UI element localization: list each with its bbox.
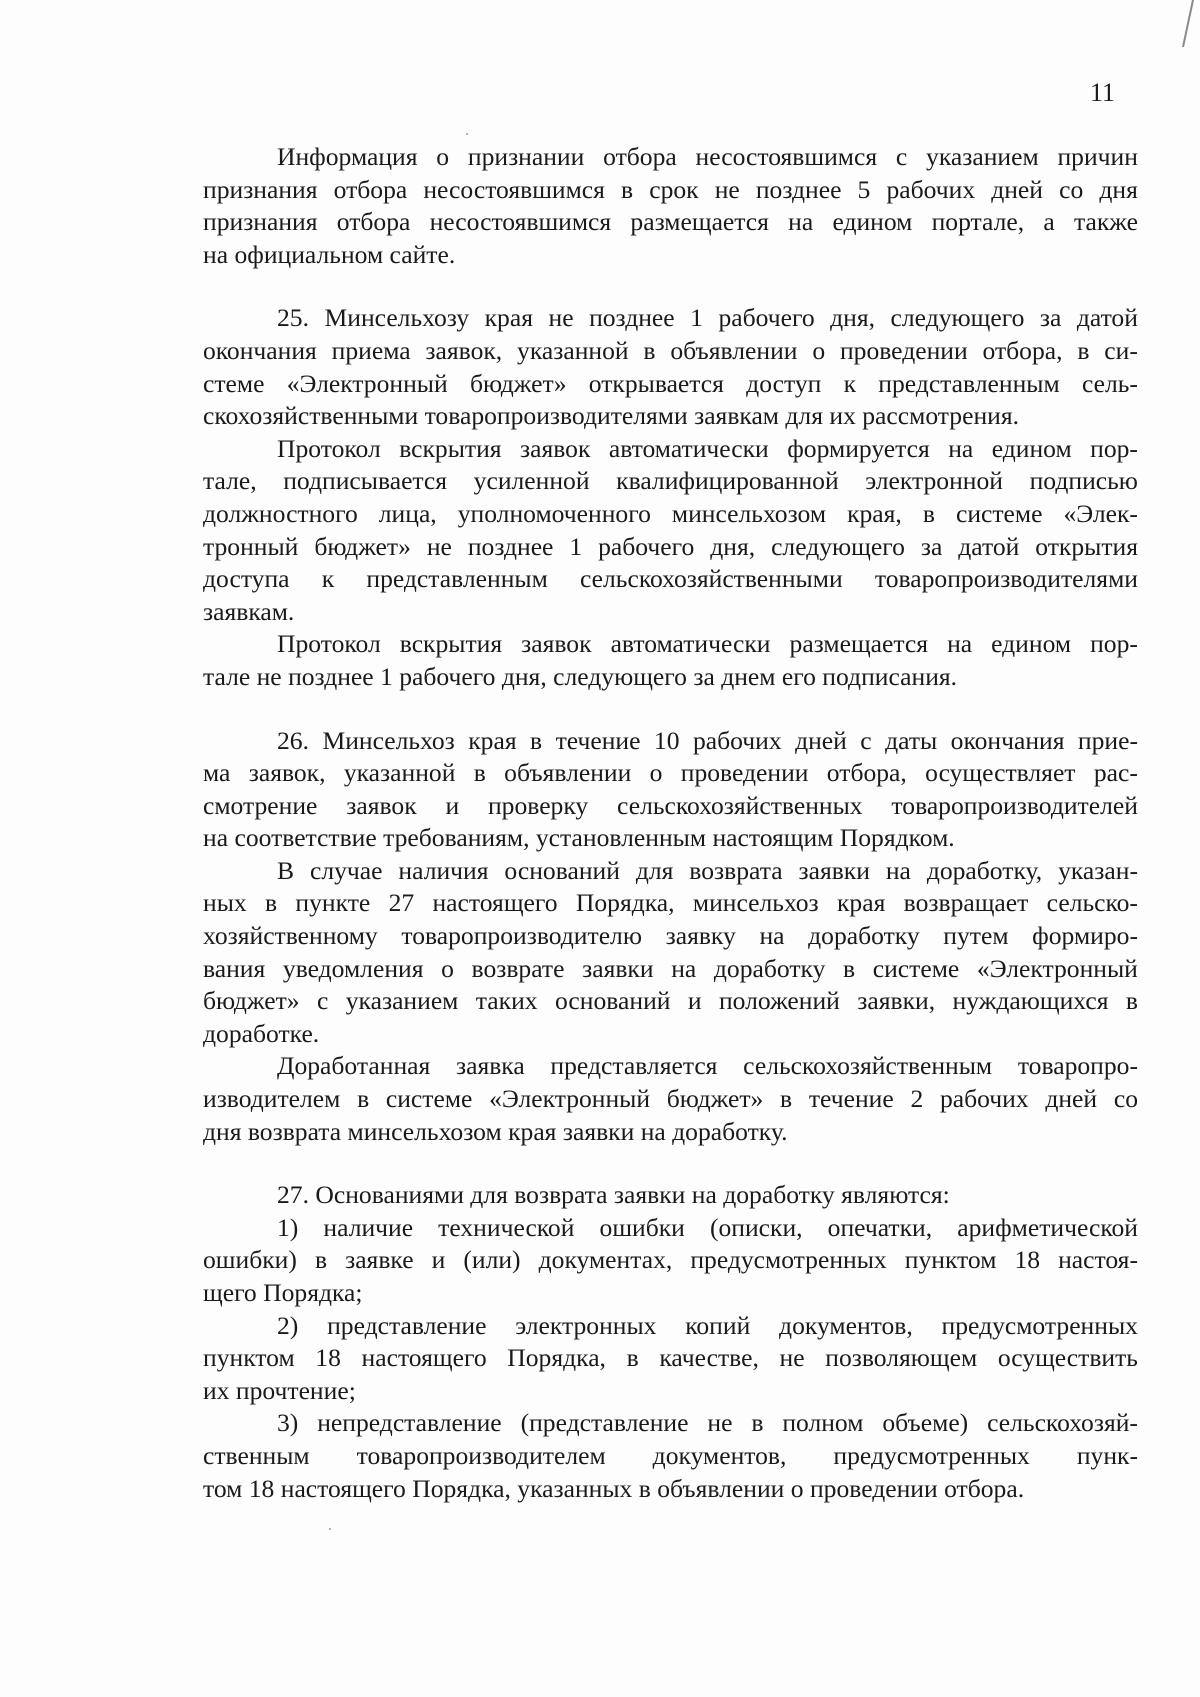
text-line: Доработанная заявка представляется сельскохозяйственным товаропро-	[277, 1051, 1138, 1081]
text-line: на официальном сайте.	[203, 239, 456, 269]
text-line: Протокол вскрытия заявок автоматически размещается на едином пор-	[277, 629, 1138, 659]
paragraph-gap	[203, 694, 1138, 725]
text-line: доступа к представленным сельскохозяйственными товаропроизводителями	[203, 564, 1138, 594]
text-line: 27. Основаниями для возврата заявки на доработку являются:	[277, 1180, 950, 1210]
text-line: тронный бюджет» не позднее 1 рабочего дня, следующего за датой открытия	[203, 531, 1138, 561]
text-line: В случае наличия оснований для возврата заявки на доработку, указан-	[277, 855, 1138, 885]
document-body	[203, 141, 1138, 1505]
text-line: щего Порядка;	[203, 1278, 363, 1307]
text-line: 3) непредставление (представление не в полном объеме) сельскохозяй-	[277, 1408, 1138, 1438]
text-line: тале, подписывается усиленной квалифицированной электронной подписью	[203, 466, 1138, 496]
text-line: 26. Минсельхоз края в течение 10 рабочих дней с даты окончания прие-	[277, 725, 1138, 755]
text-line: заявкам.	[203, 596, 295, 626]
page-number: 11	[1090, 78, 1116, 107]
text-line: признания отбора несостоявшимся размещается на едином портале, а также	[203, 207, 1138, 237]
text-line: бюджет» с указанием таких оснований и положений заявки, нуждающихся в	[203, 986, 1138, 1016]
text-line: признания отбора несостоявшимся в срок не позднее 5 рабочих дней со дня	[203, 174, 1138, 204]
text-line: 25. Минсельхозу края не позднее 1 рабочего дня, следующего за датой	[277, 303, 1138, 333]
text-line: стеме «Электронный бюджет» открывается доступ к представленным сель-	[203, 368, 1138, 398]
text-line: их прочтение;	[203, 1375, 356, 1405]
scan-speck	[329, 1528, 331, 1530]
text-line: скохозяйственными товаропроизводителями заявкам для их рассмотрения.	[203, 401, 1020, 431]
text-line: смотрение заявок и проверку сельскохозяйственных товаропроизводителей	[203, 790, 1138, 820]
text-line: ных в пункте 27 настоящего Порядка, минсельхоз края возвращает сельско-	[203, 888, 1138, 918]
text-line: хозяйственному товаропроизводителю заявку на доработку путем формиро-	[203, 921, 1138, 951]
text-line: пунктом 18 настоящего Порядка, в качестве, не позволяющем осуществить	[203, 1343, 1138, 1373]
text-line: тале не позднее 1 рабочего дня, следующего за днем его подписания.	[203, 661, 958, 691]
paragraph-gap	[203, 271, 1138, 302]
scan-edge-mark	[1182, 0, 1194, 47]
text-line: ошибки) в заявке и (или) документах, предусмотренных пунктом 18 настоя-	[203, 1245, 1138, 1275]
text-line: на соответствие требованиям, установленным настоящим Порядком.	[203, 823, 955, 853]
text-line: Протокол вскрытия заявок автоматически формируется на едином пор-	[277, 433, 1138, 463]
text-line: 2) представление электронных копий документов, предусмотренных	[277, 1310, 1138, 1340]
paragraph-gap	[203, 1148, 1138, 1179]
text-line: изводителем в системе «Электронный бюджет» в течение 2 рабочих дней со	[203, 1084, 1138, 1114]
scan-speck	[466, 133, 468, 135]
text-line: 1) наличие технической ошибки (описки, опечатки, арифметической	[277, 1212, 1138, 1242]
text-line: том 18 настоящего Порядка, указанных в объявлении о проведении отбора.	[203, 1473, 1025, 1503]
text-line: Информация о признании отбора несостоявшимся с указанием причин	[277, 142, 1138, 171]
text-line: вания уведомления о возврате заявки на доработку в системе «Электронный	[203, 953, 1138, 983]
text-line: доработке.	[203, 1018, 320, 1048]
text-line: дня возврата минсельхозом края заявки на доработку.	[203, 1116, 788, 1146]
text-line: окончания приема заявок, указанной в объявлении о проведении отбора, в си-	[203, 335, 1138, 365]
text-line: ма заявок, указанной в объявлении о проведении отбора, осуществляет рас-	[203, 758, 1138, 788]
text-line: должностного лица, уполномоченного минсельхозом края, в системе «Элек-	[203, 498, 1138, 528]
text-line: ственным товаропроизводителем документов, предусмотренных пунк-	[203, 1440, 1138, 1470]
